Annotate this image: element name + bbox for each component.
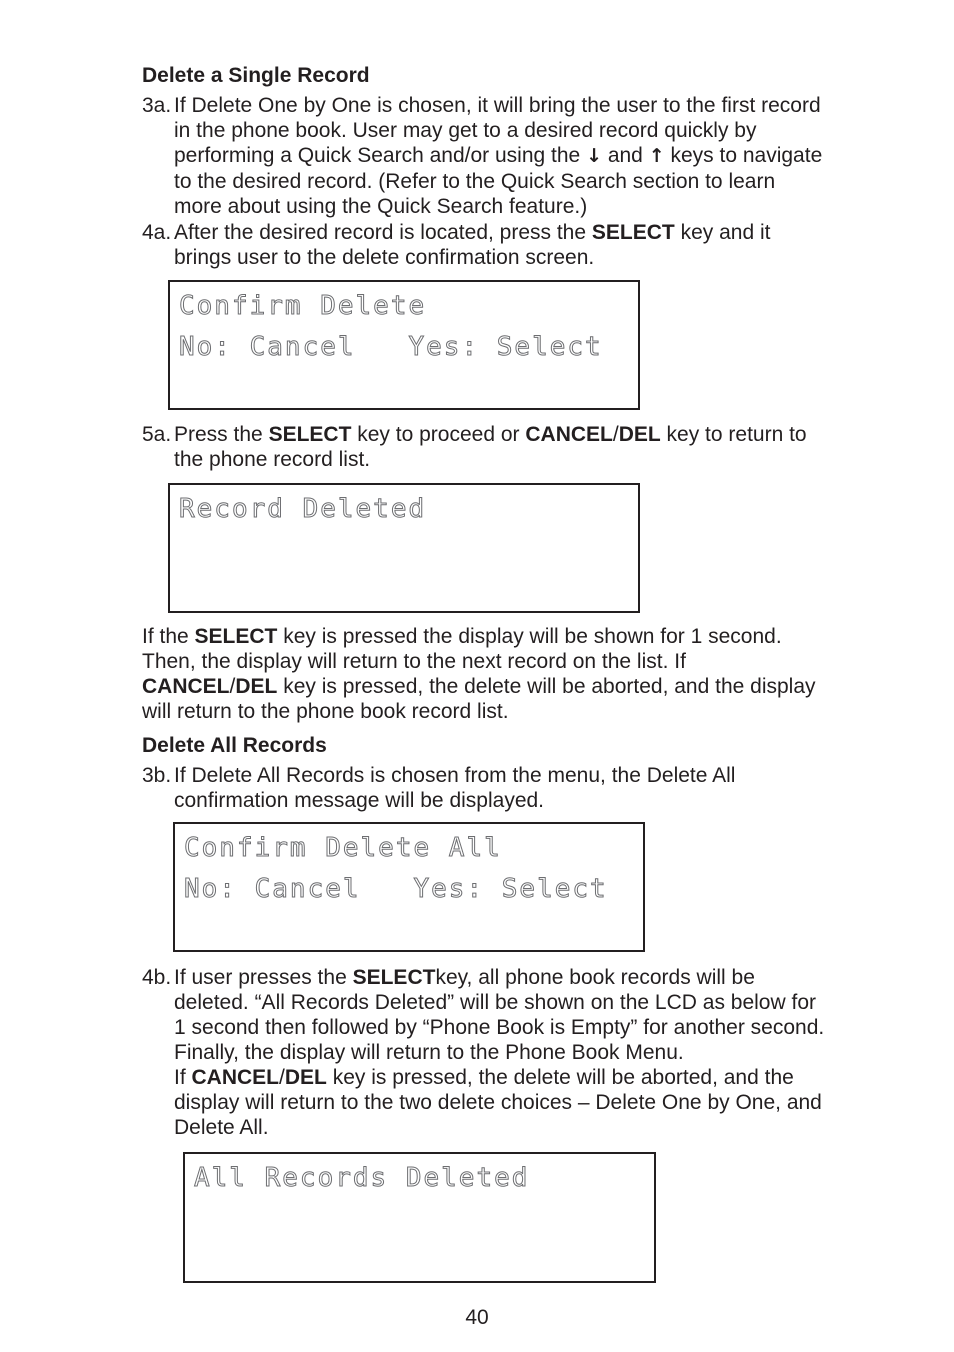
page-number: 40 [465, 1306, 489, 1329]
cancel-key-label: CANCEL [191, 1066, 280, 1089]
step-4b-line-7: Delete All. [174, 1116, 269, 1139]
lcd-all-records-deleted [183, 1152, 656, 1283]
step-number: 3b. [142, 764, 172, 787]
step-3a-line-3-text: performing a Quick Search and/or using the [174, 144, 581, 167]
step-4b-line-4: Finally, the display will return to the Phone Book Menu. [174, 1041, 684, 1064]
slash: / [279, 1066, 285, 1089]
step-4b-line-3: 1 second then followed by “Phone Book is Empty” for another second. [174, 1016, 825, 1039]
select-key-label: SELECT [591, 221, 675, 244]
slash: / [612, 423, 619, 446]
step-4a-line-2: brings user to the delete confirmation screen. [174, 246, 595, 269]
step-4a-text: After the desired record is located, press the [174, 221, 587, 244]
lcd-line-2: No: Cancel Yes: Select [179, 332, 603, 362]
step-5a-line-1 [174, 422, 902, 447]
step-5a-text: Press the [174, 423, 263, 446]
step-number: 4a. [142, 221, 172, 244]
arrow-up-icon: ↑ [648, 145, 665, 167]
del-key-label: DEL [235, 675, 278, 698]
lcd-line-1: Confirm Delete All [184, 833, 502, 863]
step-4b [142, 965, 902, 1140]
step-4b-text-end: key, all phone book records will be [435, 966, 755, 989]
note-text-end: key is pressed the display will be shown for 1 second. [283, 625, 782, 648]
select-key-label: SELECT [352, 966, 436, 989]
step-4b-line-2: deleted. “All Records Deleted” will be shown on the LCD as below for [174, 991, 816, 1014]
step-3a-line-2: in the phone book. User may get to a desired record quickly by [174, 119, 757, 142]
step-4b-text-5: key is pressed, the delete will be aborted, and the [332, 1066, 794, 1089]
step-4a-line-1 [174, 220, 902, 245]
step-number: 4b. [142, 966, 172, 989]
cancel-key-label: CANCEL [142, 675, 230, 698]
step-5a [142, 422, 902, 472]
lcd-line-2: No: Cancel Yes: Select [184, 874, 608, 904]
step-3b-line-1: If Delete All Records is chosen from the menu, the Delete All [174, 764, 736, 787]
note-line-1 [142, 624, 902, 649]
slash: / [229, 675, 236, 698]
lcd-record-deleted [168, 483, 640, 613]
step-number: 5a. [142, 423, 172, 446]
step-4b-line-6: display will return to the two delete choices – Delete One by One, and [174, 1091, 822, 1114]
step-4a-text-end: key and it [680, 221, 771, 244]
del-key-label: DEL [618, 423, 661, 446]
step-5a-line-2: the phone record list. [174, 448, 371, 471]
step-3a-and: and [607, 144, 643, 167]
note-line-3 [142, 674, 902, 699]
step-3a [142, 93, 902, 219]
note-text-3: key is pressed, the delete will be aborted, and the display [283, 675, 816, 698]
step-4b-line-5 [174, 1065, 902, 1090]
select-key-label: SELECT [194, 625, 278, 648]
select-note [142, 624, 902, 724]
note-line-2: Then, the display will return to the next record on the list. If [142, 650, 686, 673]
step-3a-line-5: more about using the Quick Search feature.) [174, 195, 588, 218]
lcd-line-1: Confirm Delete [179, 291, 427, 321]
step-number: 3a. [142, 94, 172, 117]
section-heading-all: Delete All Records [142, 734, 327, 757]
lcd-confirm-delete [168, 280, 640, 410]
step-3b [142, 763, 902, 813]
note-text: If the [142, 625, 189, 648]
section-heading-single: Delete a Single Record [142, 64, 370, 87]
lcd-line-1: Record Deleted [179, 494, 427, 524]
del-key-label: DEL [284, 1066, 327, 1089]
step-4b-line-1 [174, 965, 902, 990]
lcd-confirm-delete-all [173, 822, 645, 952]
note-line-4: will return to the phone book record list. [142, 700, 509, 723]
step-3a-line-3-end: keys to navigate [670, 144, 823, 167]
arrow-down-icon: ↓ [586, 145, 602, 167]
cancel-key-label: CANCEL [525, 423, 613, 446]
step-3a-line-4: to the desired record. (Refer to the Quick Search section to learn [174, 170, 776, 193]
step-3a-line-3 [174, 143, 902, 169]
step-4a [142, 220, 902, 270]
select-key-label: SELECT [268, 423, 352, 446]
step-5a-text-mid: key to proceed or [357, 423, 520, 446]
step-5a-text-end: key to return to [666, 423, 807, 446]
step-3a-line-1: If Delete One by One is chosen, it will bring the user to the first record [174, 94, 821, 117]
step-3b-line-2: confirmation message will be displayed. [174, 789, 545, 812]
step-4b-text: If user presses the [174, 966, 347, 989]
step-4b-if: If [174, 1066, 186, 1089]
lcd-line-1: All Records Deleted [194, 1163, 530, 1193]
